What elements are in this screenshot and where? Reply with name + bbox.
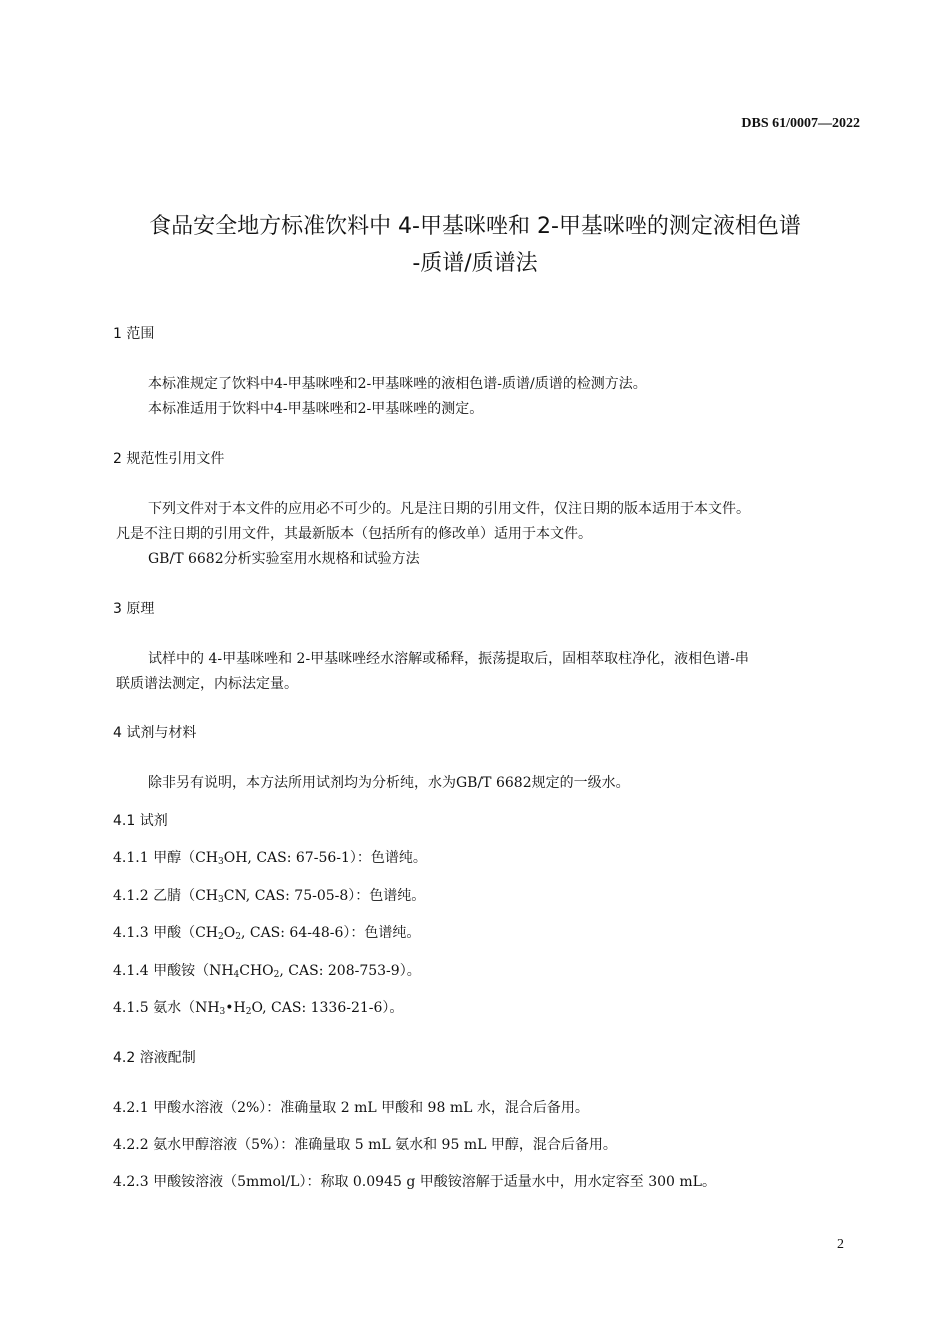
section-3-heading: 3 原理 [113,601,155,617]
item-4-1-5-ammonia-water: 4.1.5 氨水（$NH_3•H_2O$, CAS: 1336-21-6）。 [113,1000,404,1017]
item-4-1-1-methanol: 4.1.1 甲醇（$CH_3OH$, CAS: 67-56-1）：色谱纯。 [113,850,427,867]
section-4-paragraph: 除非另有说明，本方法所用试剂均为分析纯，水为GB/T 6682规定的一级水。 [148,775,630,791]
section-2-paragraph-1-line-2: 凡是不注日期的引用文件，其最新版本（包括所有的修改单）适用于本文件。 [116,526,592,542]
page-number: 2 [837,1237,844,1252]
section-2-paragraph-1-line-1: 下列文件对于本文件的应用必不可少的。凡是注日期的引用文件，仅注日期的版本适用于本文件。 [148,501,750,517]
item-4-2-1: 4.2.1 甲酸水溶液（2%）：准确量取 2 mL 甲酸和 98 mL 水，混合后备用。 [113,1100,589,1116]
standard-number: DBS 61/0007—2022 [741,116,860,131]
section-3-paragraph-line-2: 联质谱法测定，内标法定量。 [116,676,298,692]
item-4-1-2-acetonitrile: 4.1.2 乙腈（$CH_3CN$, CAS: 75-05-8）：色谱纯。 [113,888,426,905]
document-title-line-2: -质谱/质谱法 [412,251,538,276]
section-1-heading: 1 范围 [113,326,155,342]
section-4-2-heading: 4.2 溶液配制 [113,1050,196,1066]
item-4-1-3-formic-acid: 4.1.3 甲酸（$CH_2O_2$, CAS: 64-48-6）：色谱纯。 [113,925,421,942]
item-4-2-3: 4.2.3 甲酸铵溶液（5mmol/L）：称取 0.0945 g 甲酸铵溶解于适量水中，用水定容至 300 mL。 [113,1174,716,1190]
item-4-2-2: 4.2.2 氨水甲醇溶液（5%）：准确量取 5 mL 氨水和 95 mL 甲醇，混合后备用。 [113,1137,617,1153]
section-2-heading: 2 规范性引用文件 [113,451,225,467]
document-title-line-1: 食品安全地方标准饮料中 4-甲基咪唑和 2-甲基咪唑的测定液相色谱 [149,214,801,239]
section-1-paragraph-2: 本标准适用于饮料中4-甲基咪唑和2-甲基咪唑的测定。 [148,401,484,417]
section-2-reference-gbt6682: GB/T 6682分析实验室用水规格和试验方法 [148,551,420,567]
section-1-paragraph-1: 本标准规定了饮料中4-甲基咪唑和2-甲基咪唑的液相色谱-质谱/质谱的检测方法。 [148,376,647,392]
item-4-1-4-ammonium-formate: 4.1.4 甲酸铵（$NH_4CHO_2$, CAS: 208-753-9）。 [113,963,421,980]
section-4-1-heading: 4.1 试剂 [113,813,168,829]
section-3-paragraph-line-1: 试样中的 4-甲基咪唑和 2-甲基咪唑经水溶解或稀释，振荡提取后，固相萃取柱净化，液相色谱-串 [148,651,749,667]
section-4-heading: 4 试剂与材料 [113,725,197,741]
